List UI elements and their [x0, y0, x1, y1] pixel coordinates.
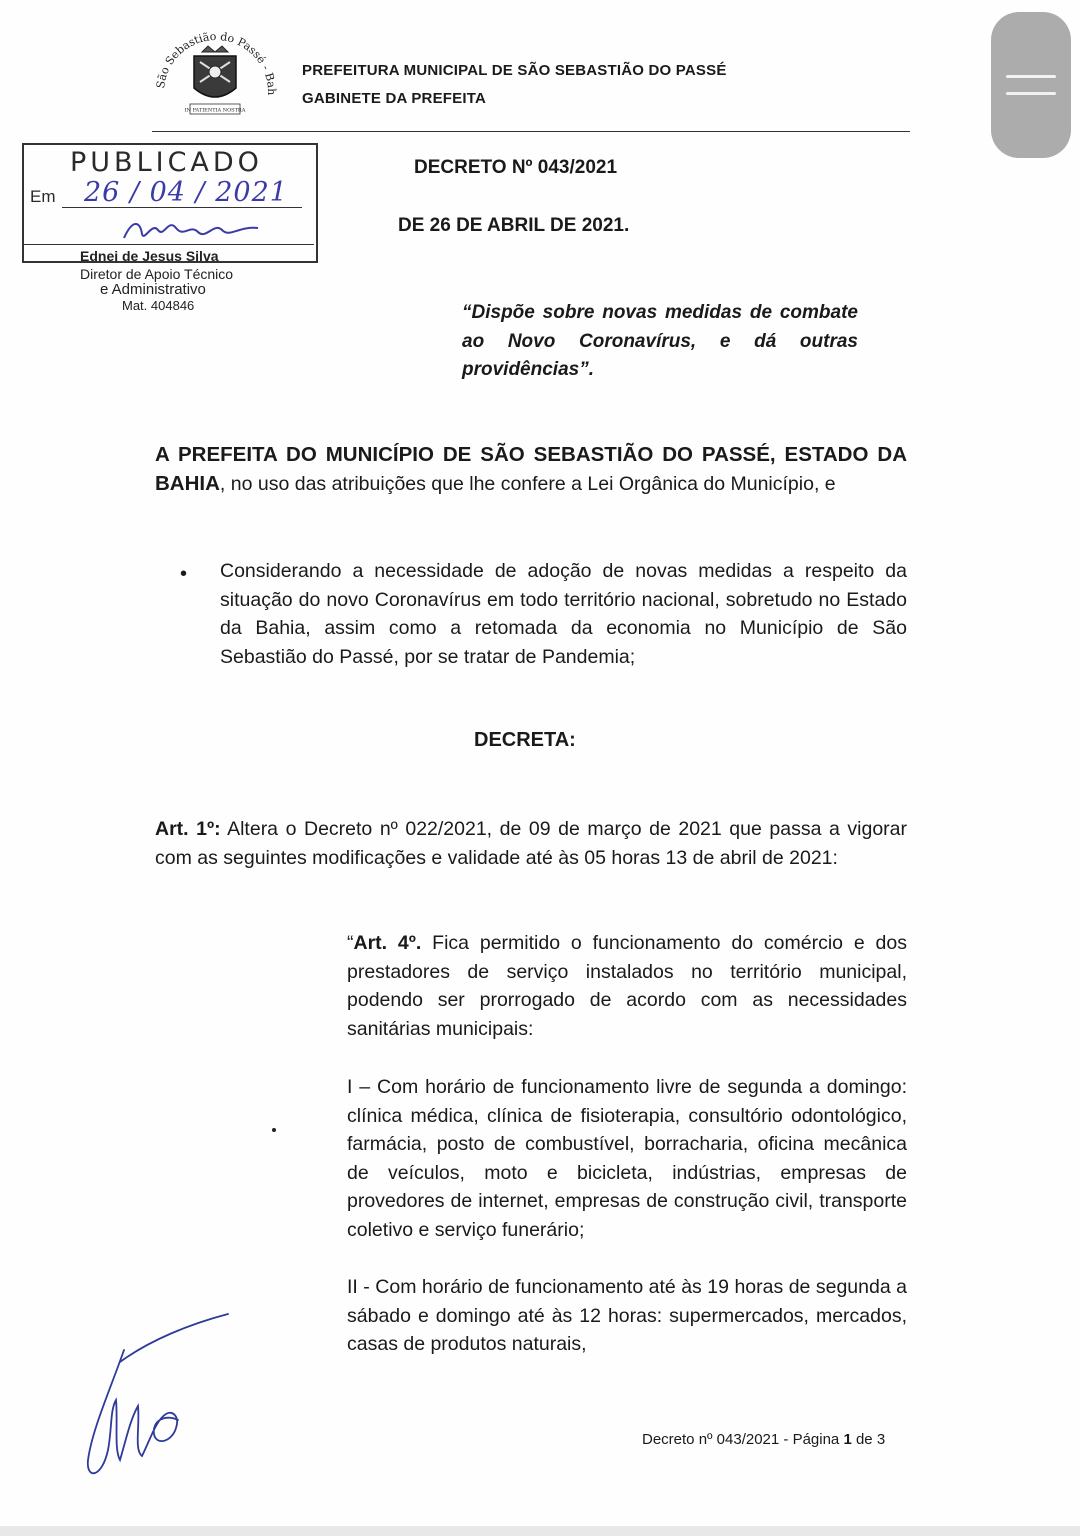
stamp-official-name: Ednei de Jesus Silva	[80, 248, 219, 264]
menu-icon-bar-bottom	[1006, 92, 1056, 95]
stray-mark	[272, 1128, 276, 1132]
article-4-text: Fica permitido o funcionamento do comércio e dos prestadores de serviço instalados no território municipal, podendo ser prorrogado de acordo com as necessidades sanitárias municipais:	[347, 932, 907, 1040]
crest-banner: IN PATIENTIA NOSTRA	[184, 107, 246, 114]
preamble-rest: , no uso das atribuições que lhe confere a Lei Orgânica do Município, e	[219, 472, 836, 495]
item-i: I – Com horário de funcionamento livre de segunda a domingo: clínica médica, clínica de fisioterapia, consultório odontológico, farmácia, posto de combustível, borracharia, oficina mecânica de veículos, moto e bicicleta, indústrias, empresas de provedores de internet, empresas de construção civil, transporte coletivo e serviço funerário;	[347, 1076, 907, 1241]
stamp-signature-line	[22, 244, 314, 245]
handwritten-rubric	[80, 1310, 240, 1485]
bullet-icon: •	[180, 563, 188, 585]
preamble-bold: A PREFEITA DO MUNICÍPIO DE SÃO SEBASTIÃO DO PASSÉ, ESTADO DA BAHIA	[155, 443, 907, 495]
stamp-handwritten-date: 26 / 04 / 2021	[84, 177, 288, 208]
stamp-role-line2: e Administrativo	[100, 281, 206, 298]
footer-page-number: 1	[843, 1431, 852, 1448]
decree-ementa: “Dispõe sobre novas medidas de combate ao Novo Coronavírus, e dá outras providências”.	[462, 302, 858, 380]
menu-button[interactable]	[991, 12, 1071, 158]
article-1	[155, 815, 907, 872]
page-footer	[642, 1431, 885, 1448]
stamp-title: PUBLICADO	[70, 147, 263, 178]
item-ii: II - Com horário de funcionamento até às 19 horas de segunda a sábado e domingo até às 12 horas: supermercados, mercados, casas de produtos naturais,	[347, 1276, 907, 1355]
article-1-text: Altera o Decreto nº 022/2021, de 09 de março de 2021 que passa a vigorar com as seguintes modificações e validade até às 05 horas 13 de abril de 2021:	[155, 818, 907, 869]
crest-arc-text: São Sebastião do Passé - Bah	[154, 29, 279, 96]
stamp-signature	[118, 212, 268, 246]
footer-prefix: Decreto nº 043/2021 - Página	[642, 1431, 844, 1448]
decree-number: DECRETO Nº 043/2021	[414, 157, 618, 178]
bottom-edge	[0, 1526, 1080, 1536]
footer-total-pages: 3	[876, 1431, 886, 1448]
stamp-registration: Mat. 404846	[122, 298, 195, 313]
article-4-label: Art. 4º.	[353, 932, 422, 954]
header-divider	[152, 131, 910, 132]
open-quote: “	[347, 932, 354, 954]
preamble	[155, 441, 907, 498]
stamp-em-label: Em	[30, 187, 56, 206]
footer-middle: de	[851, 1431, 877, 1448]
decree-date: DE 26 DE ABRIL DE 2021.	[398, 215, 630, 236]
stamp-role-line1: Diretor de Apoio Técnico	[80, 266, 234, 282]
menu-icon-bar-top	[1006, 75, 1056, 78]
decreta-heading: DECRETA:	[474, 729, 576, 751]
article-1-label: Art. 1º:	[155, 818, 221, 840]
header-gabinete: GABINETE DA PREFEITA	[302, 90, 487, 107]
considerando-paragraph: Considerando a necessidade de adoção de novas medidas a respeito da situação do novo Coronavírus em todo território nacional, sobretudo no Estado da Bahia, assim como a retomada da economia no Município de São Sebastião do Passé, por se tratar de Pandemia;	[220, 560, 907, 668]
article-4-quote	[347, 929, 907, 1043]
header-prefeitura: PREFEITURA MUNICIPAL DE SÃO SEBASTIÃO DO PASSÉ	[302, 62, 727, 79]
municipal-crest	[150, 12, 280, 122]
